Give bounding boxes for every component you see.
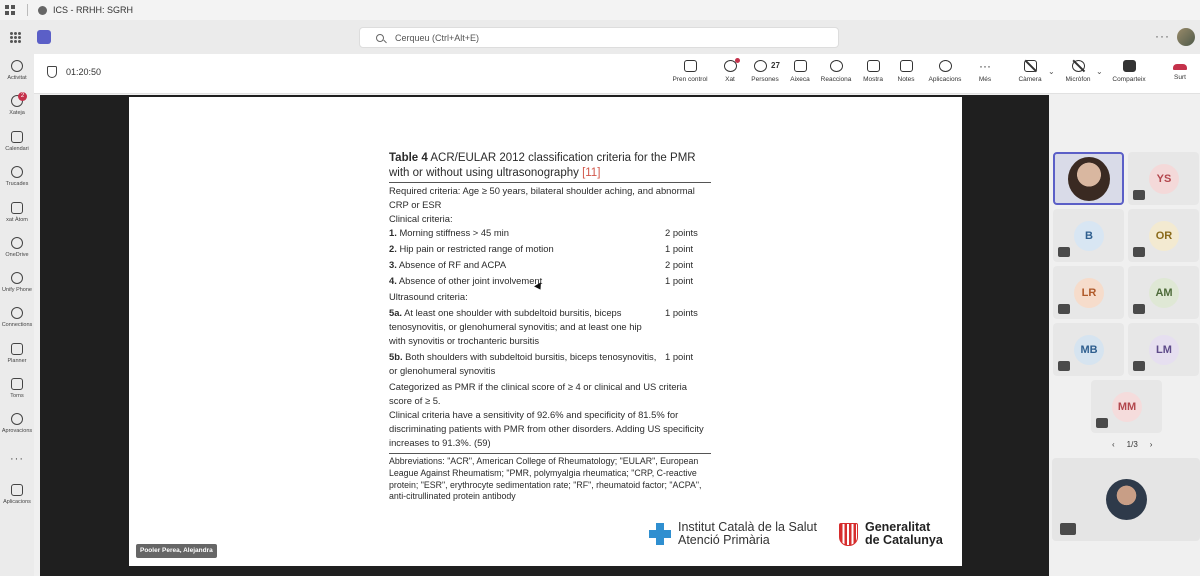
categorized-note: Categorized as PMR if the clinical score of ≥ 4 or clinical and US criteria score of ≥ 5.: [389, 381, 687, 406]
rail-label: OneDrive: [5, 252, 29, 258]
avatar: MM: [1112, 392, 1142, 422]
mic-off-icon: [1072, 60, 1085, 72]
notes-button[interactable]: [895, 58, 917, 90]
generalitat-logo: [839, 521, 943, 547]
mic-muted-icon: [1058, 361, 1070, 371]
cloud-icon: [11, 237, 23, 249]
avatar: LR: [1074, 278, 1104, 308]
notes-icon: [900, 60, 913, 72]
table-row: 1. Morning stiffness > 45 min 2 points: [389, 227, 698, 238]
window-title: ICS - RRHH: SGRH: [53, 5, 134, 15]
planner-icon: [11, 343, 23, 355]
mic-muted-icon: [1133, 190, 1145, 200]
teams-logo-icon: [37, 30, 51, 44]
take-control-icon: [684, 60, 697, 72]
mic-muted-icon: [1060, 523, 1076, 535]
ics-logo-line2: Atenció Primària: [678, 533, 770, 547]
participant-tile[interactable]: [1053, 323, 1124, 376]
rail-item-calendar[interactable]: [0, 129, 34, 163]
microphone-button[interactable]: [1062, 58, 1094, 90]
mic-muted-icon: [1058, 304, 1070, 314]
rail-item-approvals[interactable]: [0, 411, 34, 445]
avatar: MB: [1074, 335, 1104, 365]
rail-item-atom-chat[interactable]: [0, 200, 34, 234]
table-title: [389, 151, 711, 183]
chat-icon: [724, 60, 737, 72]
raise-hand-icon: [794, 60, 807, 72]
generalitat-logo-line1: Generalitat: [865, 520, 931, 534]
required-criteria: Required criteria: Age ≥ 50 years, bilateral shoulder aching, and abnormal CRP or ESR: [389, 185, 695, 210]
people-icon: [754, 60, 780, 72]
rail-label: Torns: [10, 393, 24, 399]
approvals-icon: [11, 413, 23, 425]
camera-button[interactable]: [1015, 58, 1045, 90]
rail-label: Connections: [1, 322, 33, 328]
title-bar: [0, 0, 1200, 20]
self-video-tile[interactable]: [1053, 152, 1124, 205]
camera-off-icon: [1024, 60, 1037, 72]
participant-tile[interactable]: [1128, 152, 1199, 205]
bell-icon: [11, 60, 23, 72]
share-icon: [1123, 60, 1136, 72]
avatar: YS: [1149, 164, 1179, 194]
participant-tile[interactable]: [1128, 209, 1199, 262]
search-placeholder: Cerqueu (Ctrl+Alt+E): [395, 32, 480, 43]
button-label: Notes: [897, 76, 915, 83]
react-button[interactable]: [818, 58, 854, 90]
button-label: Surt: [1174, 74, 1186, 81]
rail-label: Calendari: [5, 146, 29, 152]
add-apps-icon: [939, 60, 952, 72]
table-label: Table 4: [389, 152, 428, 164]
table-row: 3. Absence of RF and ACPA 2 point: [389, 259, 694, 270]
ics-logo-line1: Institut Català de la Salut: [678, 520, 817, 534]
chevron-left-icon[interactable]: ‹: [1112, 440, 1115, 449]
top-bar: [0, 20, 1200, 54]
more-apps-icon[interactable]: ···: [10, 453, 24, 465]
sensitivity-note: Clinical criteria have a sensitivity of 92.6% and specificity of 81.5% for discriminating patients with PMR from other disorders. Adding US specificity increases to 91.3%. (59): [389, 409, 704, 448]
camera-options-chevron-icon[interactable]: ⌄: [1048, 67, 1055, 76]
rail-item-connections[interactable]: [0, 305, 34, 339]
phone-icon: [11, 166, 23, 178]
shared-slide: [129, 97, 962, 566]
rail-item-planner[interactable]: [0, 341, 34, 375]
globe-icon: [38, 6, 47, 15]
ultrasound-header: Ultrasound criteria:: [389, 291, 468, 302]
shield-icon: [47, 66, 57, 78]
mic-muted-icon: [1096, 418, 1108, 428]
smile-icon: [830, 60, 843, 72]
connections-icon: [11, 307, 23, 319]
table-reference: [11]: [582, 166, 601, 179]
button-label: Pren control: [672, 76, 708, 83]
button-label: Reacciona: [820, 76, 852, 83]
mic-muted-icon: [1058, 247, 1070, 257]
participant-tile[interactable]: [1128, 323, 1199, 376]
rail-label: Aprovacions: [1, 428, 33, 434]
presenter-name-tag: Pooler Perea, Alejandra: [136, 544, 217, 558]
add-apps-icon: [11, 484, 23, 496]
button-label: Xat: [725, 76, 735, 83]
rail-label: Unify Phone: [2, 287, 32, 293]
mic-muted-icon: [1133, 247, 1145, 257]
button-label: Mostra: [863, 76, 883, 83]
table-title-text: ACR/EULAR 2012 classification criteria for the PMR with or without using ultrasonography: [389, 152, 696, 179]
app-rail: [0, 54, 34, 576]
participant-video: [1068, 157, 1110, 201]
participant-tile[interactable]: [1091, 380, 1162, 433]
search-input[interactable]: [359, 27, 839, 48]
people-button[interactable]: [749, 58, 781, 90]
rail-item-calls[interactable]: [0, 164, 34, 198]
participant-tile[interactable]: [1053, 209, 1124, 262]
rail-label: Planner: [7, 358, 27, 364]
button-label: Càmera: [1018, 76, 1042, 83]
participant-tile[interactable]: [1128, 266, 1199, 319]
tab-grid-icon[interactable]: [5, 5, 15, 15]
search-icon: [376, 34, 384, 42]
abbreviations: Abbreviations: "ACR", American College of Rheumatology; "EULAR", European League Against Rheumatism; "PMR, polymyalgia rheumatica; "CRP, C-reactive protein; "ESR", erythrocyte sedimentation rate; "RF", rheumatoid factor; "ACPA", anti-citrullinated protein antibody: [389, 453, 711, 503]
rail-item-onedrive[interactable]: [0, 235, 34, 269]
button-label: Aplicacions: [928, 76, 962, 83]
button-label: Aixeca: [790, 76, 810, 83]
rail-label: xat Àtom: [6, 217, 28, 223]
chat-button[interactable]: [717, 58, 743, 90]
shifts-icon: [11, 378, 23, 390]
rail-item-shifts[interactable]: [0, 376, 34, 410]
ics-cross-icon: [649, 523, 671, 545]
participant-photo: [1106, 479, 1147, 520]
generalitat-shield-icon: [839, 523, 858, 546]
more-button[interactable]: [974, 58, 996, 90]
more-icon: ···: [979, 59, 991, 73]
meeting-toolbar: [34, 54, 1200, 94]
rail-item-apps[interactable]: [0, 482, 34, 516]
chevron-right-icon[interactable]: ›: [1149, 440, 1153, 449]
table-row: 5b. Both shoulders with subdeltoid bursitis, biceps tenosynovitis, or glenohumeral synovitis 1 point: [389, 351, 694, 376]
apps-button[interactable]: [925, 58, 965, 90]
hangup-icon: [1173, 64, 1187, 70]
meeting-timer: 01:20:50: [66, 67, 102, 77]
criteria-table: [389, 151, 711, 503]
button-label: Micròfon: [1065, 76, 1091, 83]
share-button[interactable]: [1110, 58, 1148, 90]
clinical-header: Clinical criteria:: [389, 213, 453, 224]
avatar: AM: [1149, 278, 1179, 308]
take-control-button[interactable]: [668, 58, 712, 90]
rail-item-chat[interactable]: [0, 93, 34, 127]
mic-options-chevron-icon[interactable]: ⌄: [1096, 67, 1103, 76]
participant-tile[interactable]: [1053, 266, 1124, 319]
notification-dot: [735, 58, 740, 63]
view-icon: [867, 60, 880, 72]
rail-item-activity[interactable]: [0, 58, 34, 92]
rail-label: Trucades: [5, 181, 29, 187]
button-label: Més: [978, 76, 992, 83]
unread-badge: 2: [18, 92, 27, 101]
generalitat-logo-line2: de Catalunya: [865, 533, 943, 547]
divider: [27, 4, 28, 16]
raise-hand-button[interactable]: [787, 58, 813, 90]
more-options-icon[interactable]: ···: [1155, 29, 1170, 43]
rail-label: Xateja: [9, 110, 25, 116]
avatar[interactable]: [1177, 28, 1195, 46]
button-label: Persones: [751, 76, 779, 83]
ics-logo: [649, 521, 817, 547]
calendar-icon: [11, 131, 23, 143]
button-label: Comparteix: [1112, 76, 1146, 83]
table-row: 2. Hip pain or restricted range of motion 1 point: [389, 243, 694, 254]
leave-button[interactable]: [1168, 58, 1192, 90]
table-row: 5a. At least one shoulder with subdeltoid bursitis, biceps tenosynovitis, or glenohumeral synovitis; and at least one hip with synovitis or trochanteric bursitis 1 points: [389, 307, 698, 346]
view-button[interactable]: [860, 58, 886, 90]
rail-label: Aplicacions: [3, 499, 31, 505]
avatar: LM: [1149, 335, 1179, 365]
avatar: OR: [1149, 221, 1179, 251]
rail-item-unify-phone[interactable]: [0, 270, 34, 304]
mic-muted-icon: [1133, 304, 1145, 314]
speaker-video-tile[interactable]: [1052, 458, 1200, 541]
table-row: 4. Absence of other joint involvement 1 point: [389, 275, 694, 286]
app-launcher-icon[interactable]: [10, 32, 21, 43]
grid-icon: [11, 202, 23, 214]
unify-phone-icon: [11, 272, 23, 284]
mic-muted-icon: [1133, 361, 1145, 371]
page-indicator: 1/3: [1126, 440, 1138, 449]
gallery-pager: [1106, 440, 1158, 449]
people-count: 27: [771, 61, 780, 70]
rail-label: Activitat: [7, 75, 27, 81]
avatar: B: [1074, 221, 1104, 251]
